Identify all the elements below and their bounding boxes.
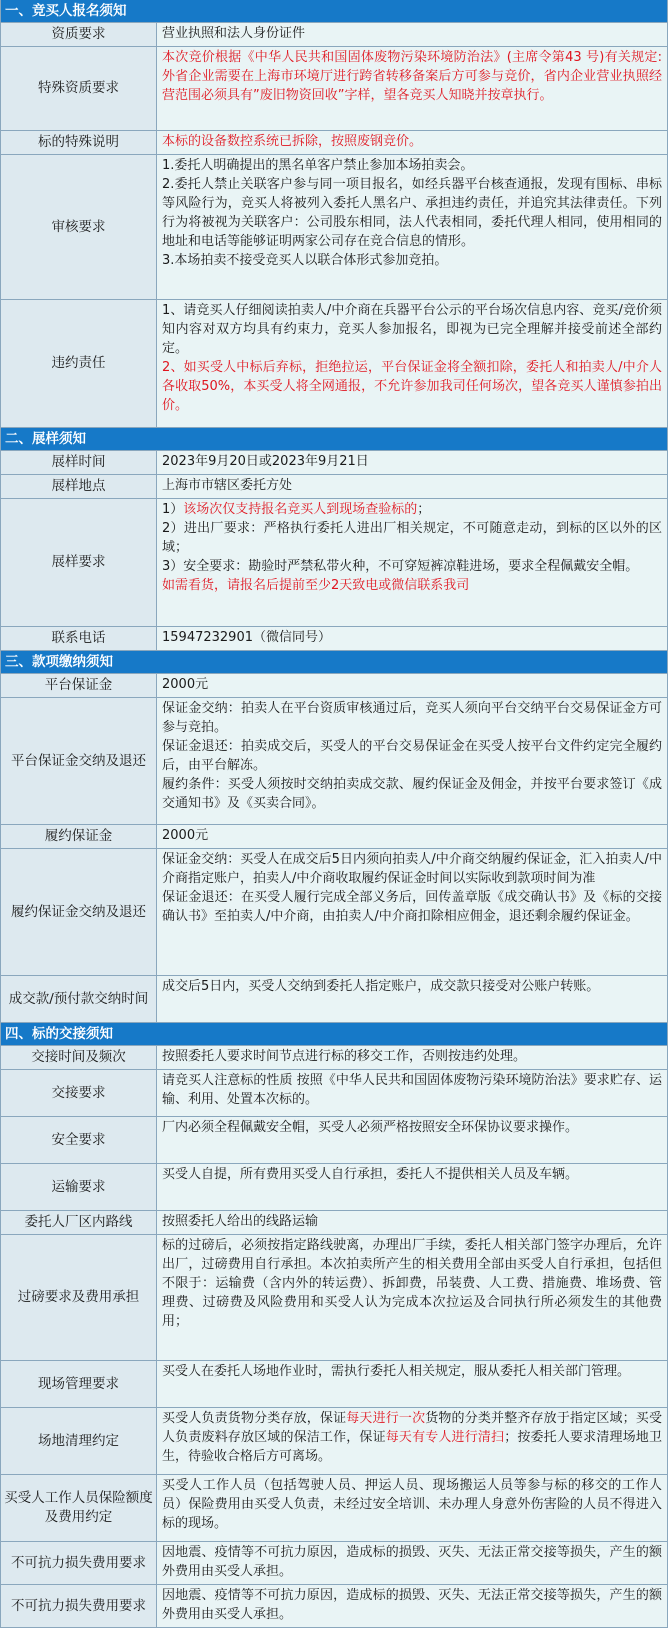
row-label: 审核要求 [1, 155, 157, 299]
row-value: 成交后5日内，买受人交纳到委托人指定账户，成交款只接受对公账户转账。 [157, 976, 667, 1022]
row-label: 特殊资质要求 [1, 47, 157, 130]
row-performance-deposit [1, 825, 667, 849]
row-value: 买受人自提，所有费用买受人自行承担，委托人不提供相关人员及车辆。 [157, 1164, 667, 1210]
row-contact-phone [1, 627, 667, 651]
row-transaction-payment-time [1, 976, 667, 1023]
row-label: 成交款/预付款交纳时间 [1, 976, 157, 1022]
row-label: 违约责任 [1, 300, 157, 427]
row-inspection-location [1, 475, 667, 499]
row-handover-requirements [1, 1070, 667, 1117]
item-number: 1） [162, 502, 184, 517]
row-label: 过磅要求及费用承担 [1, 1235, 157, 1360]
row-value: 2000元 [157, 674, 667, 697]
row-value: 买受人在委托人场地作业时，需执行委托人相关规定，服从委托人相关部门管理。 [157, 1361, 667, 1407]
row-force-majeure [1, 1542, 667, 1585]
emphasis: 每天进行一次 [346, 1411, 426, 1426]
row-value [157, 300, 667, 427]
paragraph: 1.委托人明确提出的黑名单客户禁止参加本场拍卖会。 [162, 158, 474, 173]
row-value [157, 1408, 667, 1474]
paragraph-warning: 2、如买受人中标后弃标，拒绝拉运，平台保证金将全额扣除，委托人和拍卖人/中介人各收取50%，本买受人将全网通报，不允许参加我司任何场次，望各竞买人谨慎参拍出价。 [162, 360, 662, 413]
row-inspection-requirements [1, 499, 667, 627]
row-factory-route [1, 1211, 667, 1235]
section-header-inspection: 二、展样须知 [1, 428, 667, 451]
row-platform-deposit-payment-refund [1, 698, 667, 825]
row-review-requirements [1, 155, 667, 300]
row-label: 买受人工作人员保险额度及费用约定 [1, 1475, 157, 1541]
row-worker-insurance [1, 1475, 667, 1542]
row-value: 买受人工作人员（包括驾驶人员、押运人员、现场搬运人员等参与标的移交的工作人员）保险费用由买受人负责，未经过安全培训、未办理人身意外伤害险的人员不得进入标的现场。 [157, 1475, 667, 1541]
punctuation: ； [417, 502, 431, 517]
row-label: 资质要求 [1, 23, 157, 46]
row-site-management [1, 1361, 667, 1408]
row-platform-deposit [1, 674, 667, 698]
paragraph: 保证金退还：在买受人履行完成全部义务后，回传盖章版《成交确认书》及《标的交接确认书》至拍卖人/中介商，由拍卖人/中介商扣除相应佣金，退还剩余履约保证金。 [162, 890, 662, 924]
paragraph-warning: 如需看货，请报名后提前至少2天致电或微信联系我司 [162, 578, 470, 593]
row-label: 联系电话 [1, 627, 157, 650]
row-value [157, 698, 667, 824]
row-value [157, 155, 667, 299]
row-label: 履约保证金交纳及退还 [1, 849, 157, 975]
row-weighing-cost [1, 1235, 667, 1361]
row-label: 展样要求 [1, 499, 157, 626]
row-value: 上海市市辖区委托方处 [157, 475, 667, 498]
section-header-bidder-registration: 一、竞买人报名须知 [1, 0, 667, 23]
paragraph: 保证金退还：拍卖成交后，买受人的平台交易保证金在买受人按平台文件约定完全履约后，由平台解冻。 [162, 739, 662, 773]
row-label: 不可抗力损失费用要求 [1, 1542, 157, 1584]
row-value: 2000元 [157, 825, 667, 848]
row-value: 厂内必须全程佩戴安全帽，买受人必须严格按照安全环保协议要求操作。 [157, 1117, 667, 1163]
row-label: 标的特殊说明 [1, 131, 157, 154]
row-inspection-time [1, 451, 667, 475]
paragraph: 保证金交纳：买受人在成交后5日内须向拍卖人/中介商交纳履约保证金，汇入拍卖人/中介商指定账户，拍卖人/中介商收取履约保证金时间以实际收到款项时间为准 [162, 852, 662, 886]
row-value: 标的过磅后，必须按指定路线驶离，办理出厂手续，委托人相关部门签字办理后，允许出厂，过磅费用自行承担。本次拍卖所产生的相关费用全部由买受人自行承担，包括但不限于：运输费（含内外的转运费）、拆卸费，吊装费、人工费、措施费、堆场费、管理费、过磅费及风险费用和买受人认为完成本次拉运及合同执行所必须发生的其他费用； [157, 1235, 667, 1360]
paragraph: 3）安全要求：勘验时严禁私带火种，不可穿短裤凉鞋进场，要求全程佩戴安全帽。 [162, 559, 639, 574]
paragraph: 1、请竞买人仔细阅读拍卖人/中介商在兵器平台公示的平台场次信息内容、竞买/竞价须知内容对双方均具有约束力，竞买人参加报名，即视为已完全理解并接受前述全部约定。 [162, 303, 662, 356]
paragraph: 2.委托人禁止关联客户参与同一项目报名，如经兵器平台核查通报，发现有围标、串标等风险行为，竞买人将被列入委托人黑名户、承担违约责任，并追究其法律责任。下列行为将被视为关联客户：公司股东相同，法人代表相同，委托代理人相同，使用相同的地址和电话等能够证明两家公司存在竞合信息的情形。 [162, 177, 662, 249]
row-label: 平台保证金 [1, 674, 157, 697]
row-site-cleanup [1, 1408, 667, 1475]
row-transport-requirements [1, 1164, 667, 1211]
row-label: 不可抗力损失费用要求 [1, 1585, 157, 1627]
row-value: 因地震、疫情等不可抗力原因，造成标的损毁、灭失、无法正常交接等损失，产生的额外费用由买受人承担。 [157, 1542, 667, 1584]
row-label: 展样时间 [1, 451, 157, 474]
row-value: 因地震、疫情等不可抗力原因，造成标的损毁、灭失、无法正常交接等损失，产生的额外费用由买受人承担。 [157, 1585, 667, 1627]
emphasis: 该场次仅支持报名竞买人到现场查验标的 [183, 502, 418, 517]
row-special-notes [1, 131, 667, 155]
row-breach-liability [1, 300, 667, 428]
paragraph: 3.本场拍卖不接受竞买人以联合体形式参加竞拍。 [162, 253, 448, 268]
paragraph: 2）进出厂要求：严格执行委托人进出厂相关规定，不可随意走动，到标的区以外的区域； [162, 521, 662, 555]
row-label: 场地清理约定 [1, 1408, 157, 1474]
row-performance-deposit-payment-refund [1, 849, 667, 976]
row-label: 运输要求 [1, 1164, 157, 1210]
text: 买受人负责货物分类存放，保证 [162, 1411, 347, 1426]
row-value: 本标的设备数控系统已拆除，按照废钢竞价。 [157, 131, 667, 154]
paragraph: 履约条件：买受人须按时交纳拍卖成交款、履约保证金及佣金，并按平台要求签订《成交通知书》及《买卖合同》。 [162, 777, 662, 811]
row-label: 展样地点 [1, 475, 157, 498]
row-label: 现场管理要求 [1, 1361, 157, 1407]
row-handover-time [1, 1046, 667, 1070]
row-value: 15947232901（微信同号） [157, 627, 667, 650]
paragraph: 保证金交纳：拍卖人在平台资质审核通过后，竞买人须向平台交纳平台交易保证金方可参与竞拍。 [162, 701, 662, 735]
text: ；按委托人要求清理场地卫生，待验收合格后方可离场。 [162, 1430, 662, 1464]
row-safety-requirements [1, 1117, 667, 1164]
paragraph [162, 500, 662, 519]
row-value: 按照委托人给出的线路运输 [157, 1211, 667, 1234]
row-value: 本次竞价根据《中华人民共和国固体废物污染环境防治法》(主席令第43 号)有关规定:外省企业需要在上海市环境厅进行跨省转移备案后方可参与竞价，省内企业营业执照经营范围必须具有”废旧物资回收”字样，望各竞买人知晓并按章执行。 [157, 47, 667, 130]
row-value: 请竞买人注意标的性质 按照《中华人民共和国固体废物污染环境防治法》要求贮存、运输、利用、处置本次标的。 [157, 1070, 667, 1116]
row-label: 履约保证金 [1, 825, 157, 848]
row-force-majeure-repeat [1, 1585, 667, 1628]
row-label: 交接要求 [1, 1070, 157, 1116]
row-label: 交接时间及频次 [1, 1046, 157, 1069]
row-label: 平台保证金交纳及退还 [1, 698, 157, 824]
row-qualification [1, 23, 667, 47]
section-header-payment: 三、款项缴纳须知 [1, 651, 667, 674]
row-value [157, 849, 667, 975]
text: 货物的分类并整齐存放于指定区域；买受人负责废料存放区域的保洁工作，保证 [162, 1411, 662, 1445]
row-value: 按照委托人要求时间节点进行标的移交工作，否则按违约处理。 [157, 1046, 667, 1069]
row-value [157, 499, 667, 626]
row-label: 安全要求 [1, 1117, 157, 1163]
row-label: 委托人厂区内路线 [1, 1211, 157, 1234]
row-value: 2023年9月20日或2023年9月21日 [157, 451, 667, 474]
section-header-handover: 四、标的交接须知 [1, 1023, 667, 1046]
row-value: 营业执照和法人身份证件 [157, 23, 667, 46]
row-special-qualification [1, 47, 667, 131]
emphasis: 每天有专人进行清扫 [385, 1430, 505, 1445]
